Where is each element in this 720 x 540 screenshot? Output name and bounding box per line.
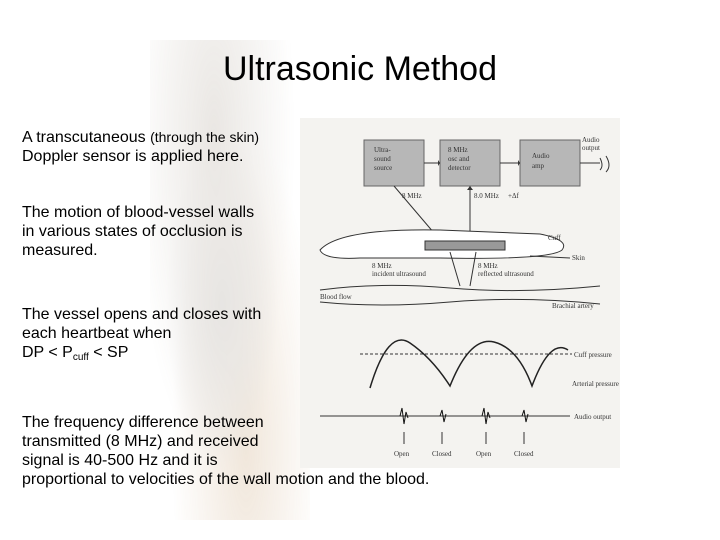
skin-leader [530, 256, 570, 258]
vessel-sp: < SP [88, 344, 129, 361]
motion-line3: measured. [22, 242, 98, 259]
lbl-delta: +Δf [508, 192, 519, 200]
vessel-dp: DP < P [22, 344, 73, 361]
lbl-cuff-pressure: Cuff pressure [574, 351, 612, 359]
lbl-80mhz: 8.0 MHz [474, 192, 499, 200]
doppler-diagram-svg [300, 118, 620, 468]
block1-l3: source [374, 164, 393, 172]
block-ultrasound-source [364, 140, 424, 186]
paragraph-sensor [22, 128, 259, 166]
lbl-cuff: Cuff [548, 234, 561, 242]
lbl-audio-out2: Audio output [574, 413, 612, 421]
slide-title: Ultrasonic Method [222, 50, 497, 88]
transducer-probe [425, 241, 505, 250]
audio-output-l1: Audio [582, 136, 600, 144]
block2-l2: osc and [448, 155, 470, 163]
event-open-2: Open [476, 450, 492, 458]
block-audio-amp [520, 140, 580, 186]
motion-line2: in various states of occlusion is [22, 223, 243, 240]
paragraph-motion [22, 203, 254, 260]
event-open-1: Open [394, 450, 410, 458]
sensor-line2: Doppler sensor is applied here. [22, 148, 244, 165]
vessel-line1: The vessel opens and closes with [22, 306, 262, 323]
freq-line3: signal is 40-500 Hz and it is [22, 452, 218, 469]
freq-line4: proportional to velocities of the wall motion and the blood. [22, 471, 430, 488]
lbl-brachial: Brachial artery [552, 302, 594, 310]
arrowhead-3 [467, 186, 473, 190]
vessel-sub-cuff: cuff [72, 352, 89, 363]
lbl-skin: Skin [572, 254, 585, 262]
lbl-blood-flow: Blood flow [320, 293, 352, 301]
block3-l1: Audio [532, 152, 550, 160]
block1-l2: sound [374, 155, 391, 163]
vessel-line2: each heartbeat when [22, 325, 172, 342]
block2-l1: 8 MHz [448, 146, 468, 154]
audio-output-l2: output [582, 144, 600, 152]
block3-l2: amp [532, 162, 545, 170]
incident-l2: incident ultrasound [372, 270, 426, 278]
artery-top-wall [320, 285, 600, 290]
sensor-paren-text: (through the skin) [150, 129, 260, 145]
doppler-figure [300, 118, 620, 468]
reflected-l2: reflected ultrasound [478, 270, 534, 278]
paragraph-vessel [22, 305, 261, 367]
lbl-8mhz: 8 MHz [402, 192, 422, 200]
freq-line1: The frequency difference between [22, 414, 264, 431]
arterial-pressure-wave [370, 340, 568, 388]
block2-l3: detector [448, 164, 471, 172]
reflected-l1: 8 MHz [478, 262, 498, 270]
sensor-lead-text: A transcutaneous [22, 129, 146, 146]
block1-l1: Ultra- [374, 146, 391, 154]
lbl-arterial: Arterial pressure [572, 380, 619, 388]
event-closed-2: Closed [514, 450, 534, 458]
incident-l1: 8 MHz [372, 262, 392, 270]
freq-line2: transmitted (8 MHz) and received [22, 433, 259, 450]
motion-line1: The motion of blood-vessel walls [22, 204, 255, 221]
event-closed-1: Closed [432, 450, 452, 458]
headphone-icon [600, 156, 609, 172]
